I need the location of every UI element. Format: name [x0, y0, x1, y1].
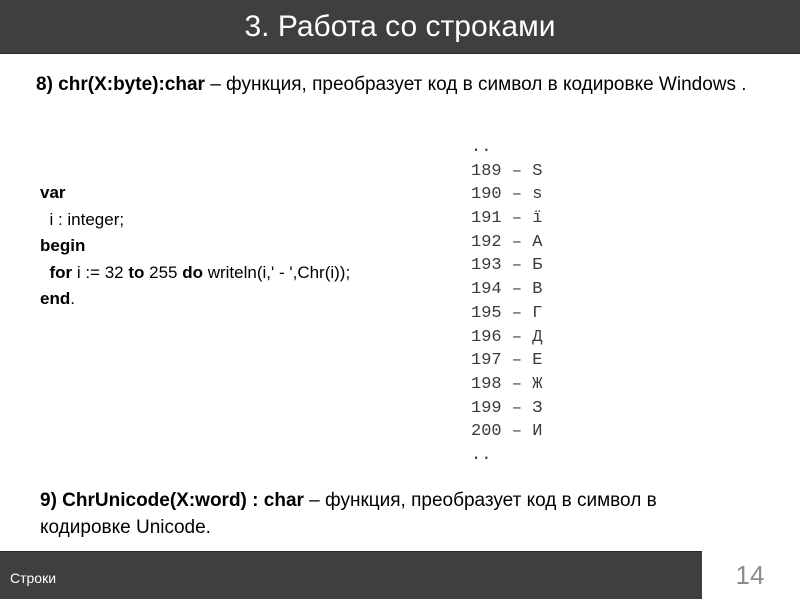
output-line: 197 – Е [471, 351, 543, 371]
footer-label: Строки [10, 570, 57, 586]
code-line: i : integer; [40, 209, 125, 229]
keyword-to: to [128, 262, 145, 282]
footer-bar [0, 551, 702, 599]
output-line: 189 – Ѕ [471, 161, 543, 181]
code-fragment: i := 32 [72, 262, 129, 282]
keyword-end: end [40, 289, 71, 308]
code-line [40, 180, 440, 207]
code-fragment: 255 [144, 262, 183, 282]
code-sample [40, 180, 440, 313]
output-line: 198 – Ж [471, 374, 543, 394]
output-line: 190 – ѕ [471, 185, 543, 205]
slide-title: 3. Работа со строками [244, 10, 556, 43]
code-line [40, 233, 440, 260]
code-line [40, 286, 440, 313]
output-line: 196 – Д [471, 327, 543, 347]
chrunicode-function-description: – функция, преобразует код в символ в кодировке Unicode. [40, 490, 657, 538]
section-9-heading [40, 487, 740, 541]
output-line: .. [471, 138, 492, 157]
output-line: 199 – З [471, 398, 543, 418]
code-line [40, 260, 440, 287]
output-line: 193 – Б [471, 256, 543, 276]
output-line: 192 – А [471, 232, 543, 252]
code-fragment: writeln(i,' - ',Chr(i)); [202, 262, 351, 282]
output-line: 194 – В [471, 280, 543, 300]
page-number: 14 [735, 560, 765, 590]
code-fragment: . [70, 289, 75, 308]
keyword-begin: begin [40, 236, 86, 255]
output-line: .. [471, 445, 492, 465]
keyword-for: for [40, 262, 73, 282]
chrunicode-function-signature: 9) ChrUnicode(X:word) : char [40, 490, 304, 511]
keyword-do: do [182, 262, 203, 282]
program-output [471, 136, 611, 468]
section-8-heading [36, 72, 756, 98]
title-bar [0, 0, 800, 54]
keyword-var: var [40, 183, 66, 202]
output-line: 191 – ї [471, 209, 543, 229]
chr-function-signature: 8) chr(X:byte):char [36, 74, 205, 95]
output-line: 200 – И [471, 422, 543, 442]
output-line: 195 – Г [471, 303, 543, 323]
chr-function-description: – функция, преобразует код в символ в кодировке Windows . [204, 74, 747, 95]
